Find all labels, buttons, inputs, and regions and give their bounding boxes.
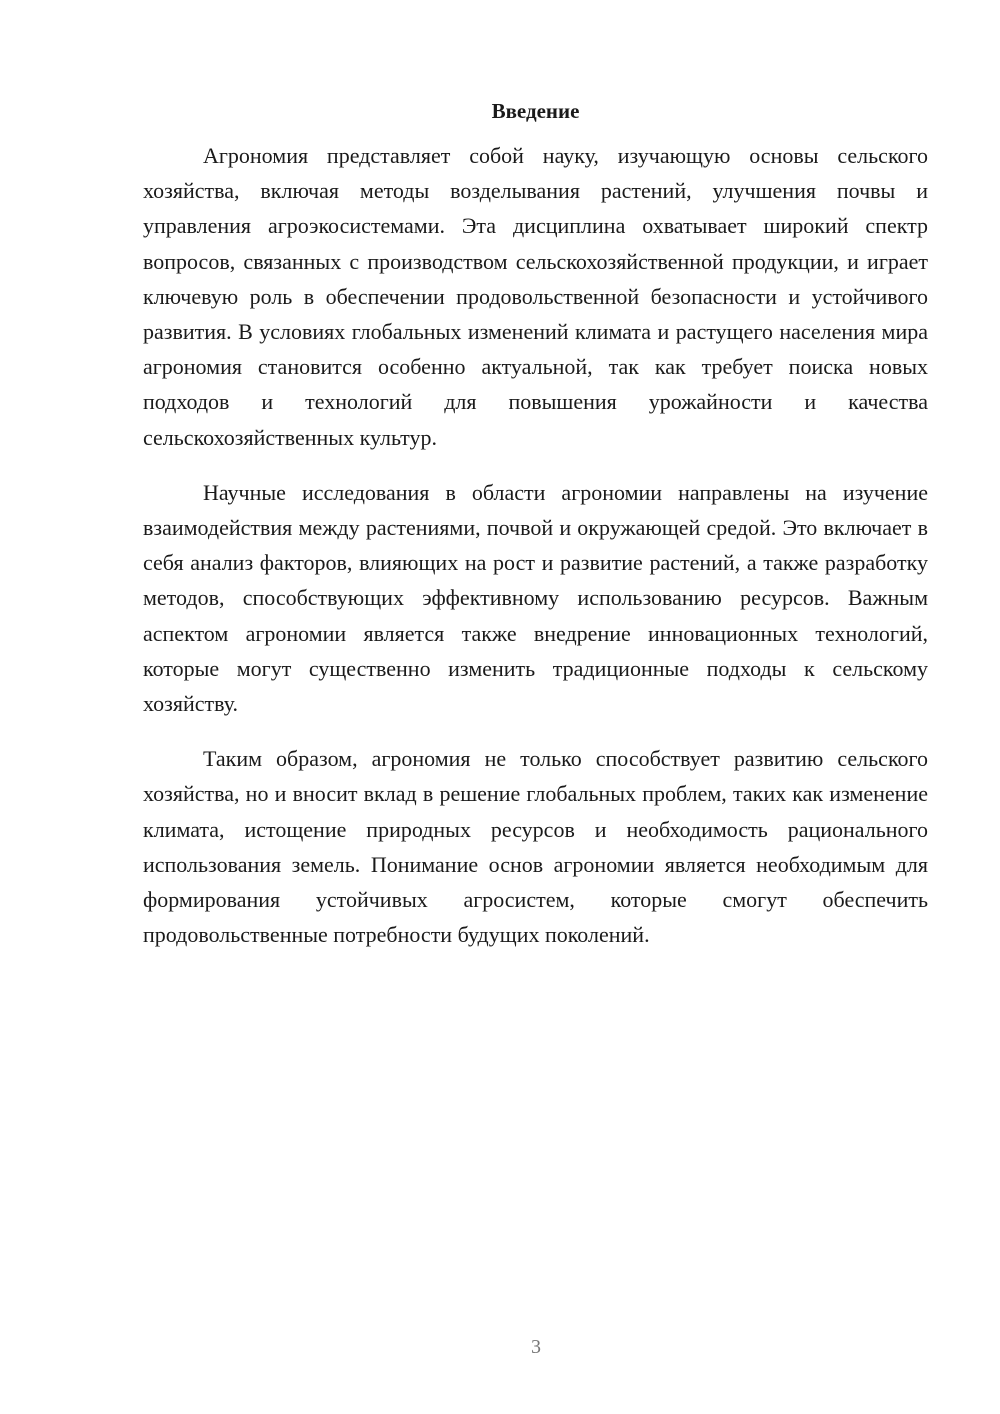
paragraph-3: Таким образом, агрономия не только способствует развитию сельского хозяйства, но и вносит вклад в решение глобальных проблем, таких как изменение климата, истощение природных ресурсов и необходимость рационального использования земель. Понимание основ агрономии является необходимым для формирования устойчивых агросистем, которые смогут обеспечить продовольственные потребности будущих поколений.	[143, 746, 928, 948]
page-number: 3	[531, 1336, 541, 1358]
paragraph-2: Научные исследования в области агрономии направлены на изучение взаимодействия между растениями, почвой и окружающей средой. Это включает в себя анализ факторов, влияющих на рост и развитие растений, а также разработку методов, способствующих эффективному использованию ресурсов. Важным аспектом агрономии является также внедрение инновационных технологий, которые могут существенно изменить традиционные подходы к сельскому хозяйству.	[143, 479, 928, 717]
paragraph-1: Агрономия представляет собой науку, изучающую основы сельского хозяйства, включая методы возделывания растений, улучшения почвы и управления агроэкосистемами. Эта дисциплина охватывает широкий спектр вопросов, связанных с производством сельскохозяйственной продукции, и играет ключевую роль в обеспечении продовольственной безопасности и устойчивого развития. В условиях глобальных изменений климата и растущего населения мира агрономия становится особенно актуальной, так как требует поиска новых подходов и технологий для повышения урожайности и качества сельскохозяйственных культур.	[143, 143, 928, 450]
page-content	[143, 96, 928, 972]
section-title: Введение	[491, 99, 580, 123]
